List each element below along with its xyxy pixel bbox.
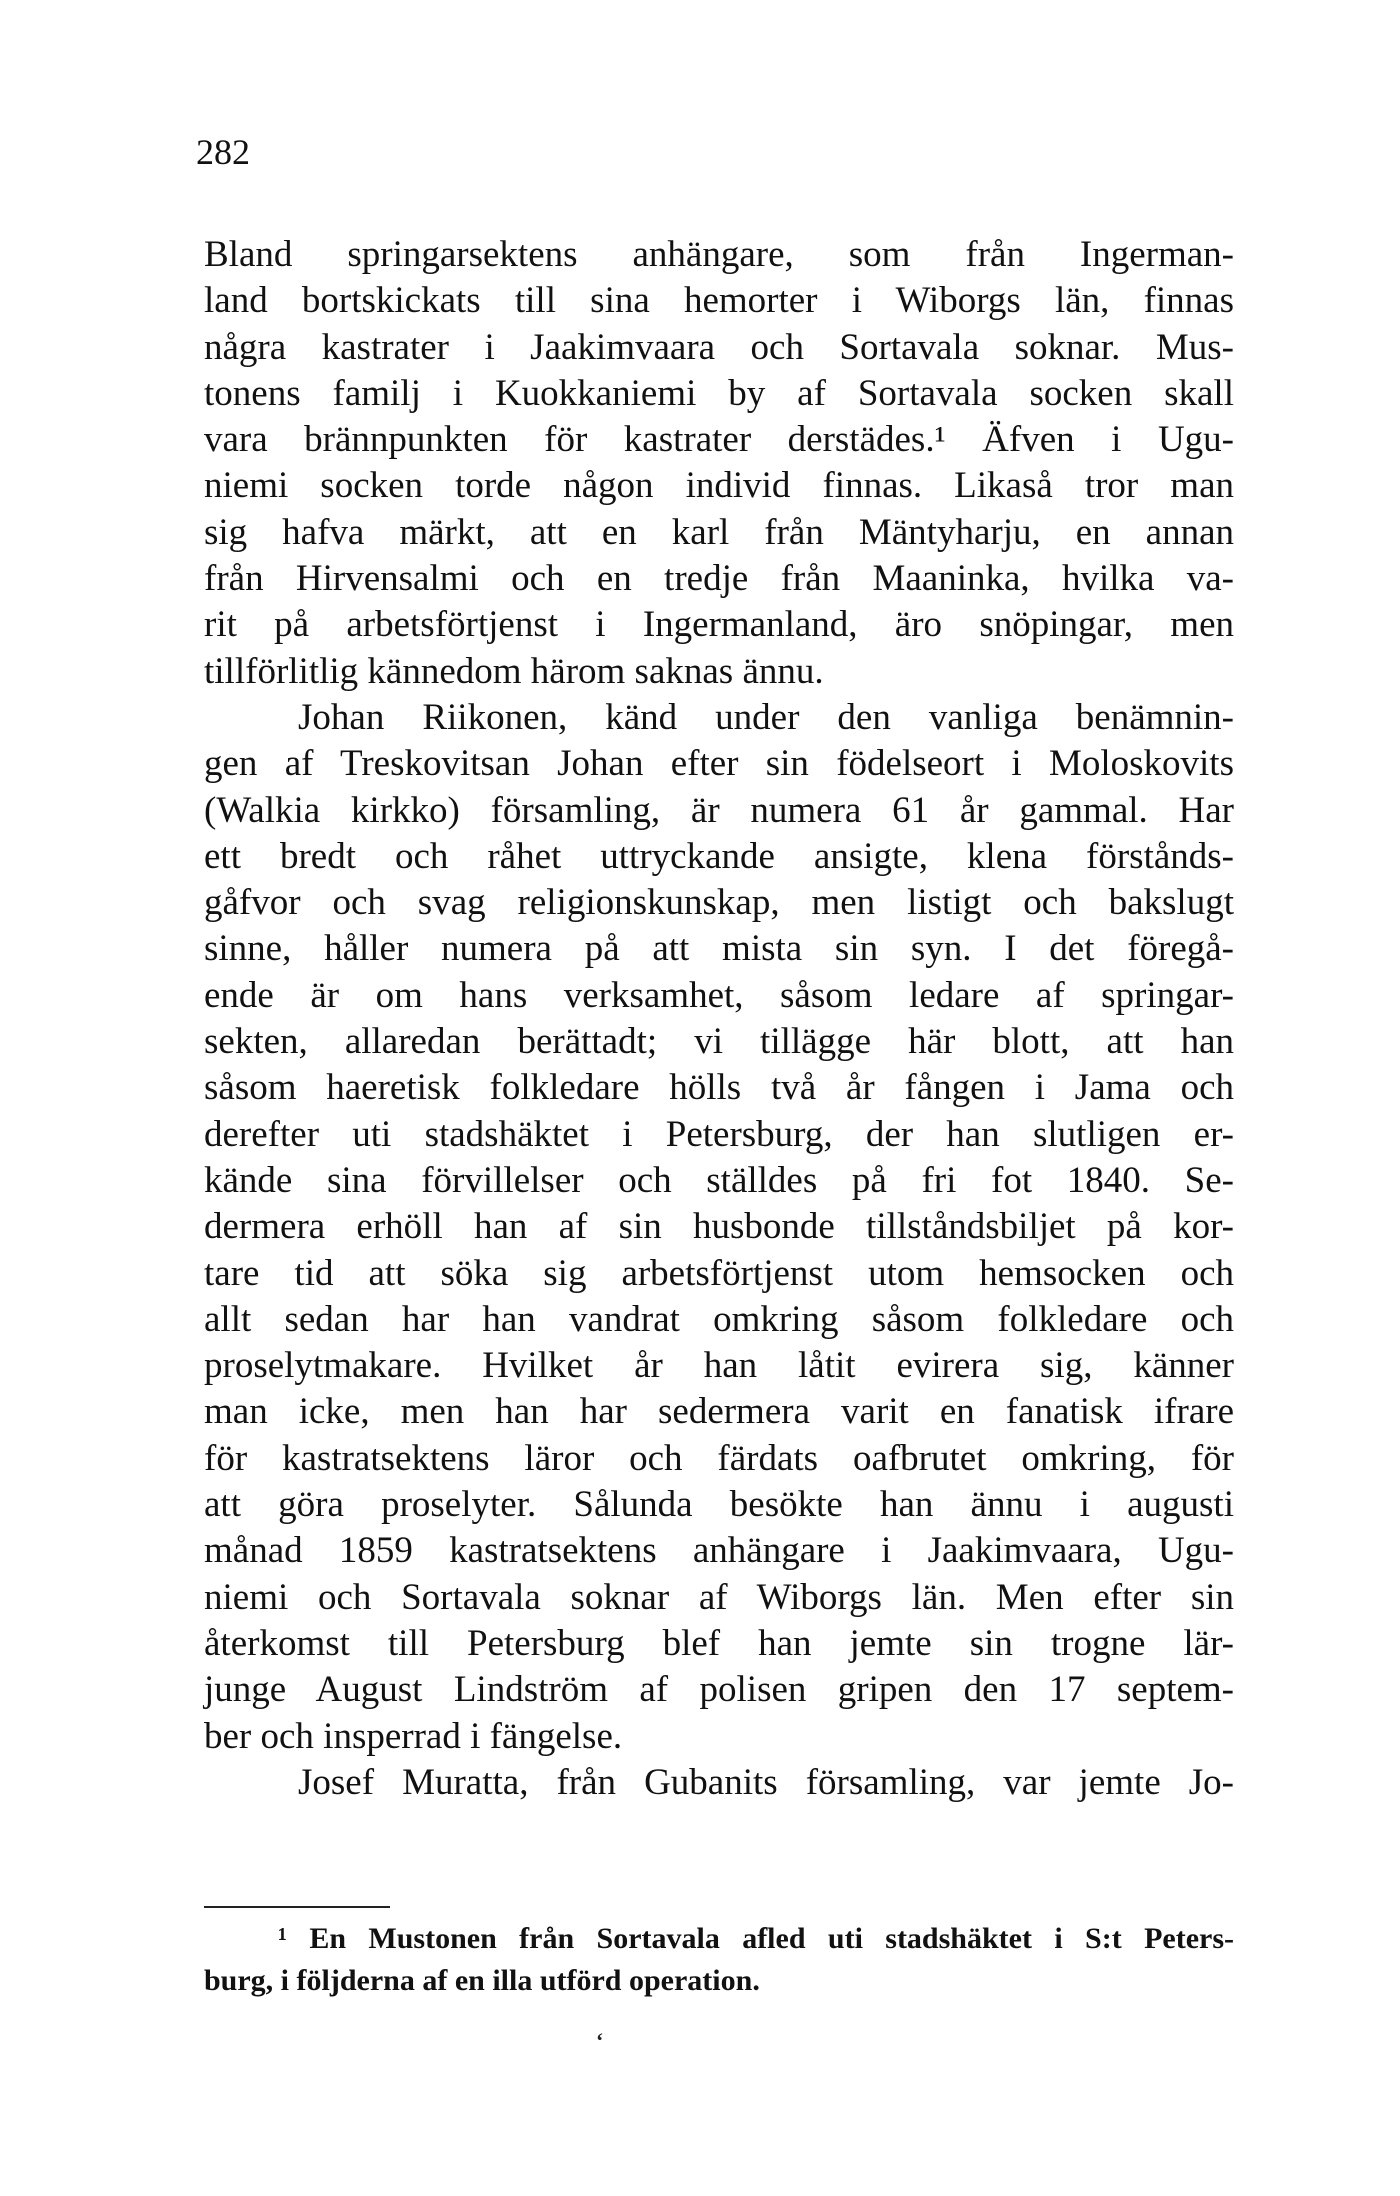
text-line: (Walkia kirkko) församling, är numera 61 år gammal. Har <box>204 789 1234 831</box>
text-line: ende är om hans verksamhet, såsom ledare af springar- <box>204 974 1234 1016</box>
text-line: sinne, håller numera på att mista sin syn. I det föregå- <box>204 928 1234 970</box>
text-line: rit på arbetsförtjenst i Ingermanland, äro snöpingar, men <box>204 604 1234 646</box>
text-line: niemi socken torde någon individ finnas. Likaså tror man <box>204 465 1234 507</box>
page-number: 282 <box>196 132 250 172</box>
text-line: niemi och Sortavala soknar af Wiborgs län. Men efter sin <box>204 1576 1234 1618</box>
text-line: tonens familj i Kuokkaniemi by af Sortavala socken skall <box>204 372 1234 414</box>
footnote-line: burg, i följderna af en illa utförd operation. <box>204 1964 760 1997</box>
text-line: för kastratsektens läror och färdats oafbrutet omkring, för <box>204 1437 1234 1479</box>
text-line: tillförlitlig kännedom härom saknas ännu. <box>204 650 824 692</box>
text-line: gåfvor och svag religionskunskap, men listigt och bakslugt <box>204 882 1234 924</box>
footnote-line: ¹ En Mustonen från Sortavala afled uti stadshäktet i S:t Peters- <box>278 1922 1234 1955</box>
stray-mark: ‘ <box>596 2028 604 2053</box>
text-line: dermera erhöll han af sin husbonde tillståndsbiljet på kor- <box>204 1206 1234 1248</box>
text-line: Josef Muratta, från Gubanits församling, var jemte Jo- <box>298 1761 1234 1803</box>
text-line: proselytmakare. Hvilket år han låtit evirera sig, känner <box>204 1345 1234 1387</box>
text-line: ett bredt och råhet uttryckande ansigte, klena förstånds- <box>204 835 1234 877</box>
text-line: Johan Riikonen, känd under den vanliga benämnin- <box>298 696 1234 738</box>
text-line: såsom haeretisk folkledare hölls två år fången i Jama och <box>204 1067 1234 1109</box>
text-line: att göra proselyter. Sålunda besökte han ännu i augusti <box>204 1484 1234 1526</box>
text-line: vara brännpunkten för kastrater derstädes.¹ Äfven i Ugu- <box>204 419 1234 461</box>
text-line: allt sedan har han vandrat omkring såsom folkledare och <box>204 1298 1234 1340</box>
text-line: från Hirvensalmi och en tredje från Maaninka, hvilka va- <box>204 558 1234 600</box>
text-line: kände sina förvillelser och ställdes på fri fot 1840. Se- <box>204 1159 1234 1201</box>
text-line: sig hafva märkt, att en karl från Mäntyharju, en annan <box>204 511 1234 553</box>
text-line: tare tid att söka sig arbetsförtjenst utom hemsocken och <box>204 1252 1234 1294</box>
text-line: återkomst till Petersburg blef han jemte sin trogne lär- <box>204 1622 1234 1664</box>
footnote-divider <box>204 1906 390 1908</box>
text-line: junge August Lindström af polisen gripen den 17 septem- <box>204 1669 1234 1711</box>
text-line: man icke, men han har sedermera varit en fanatisk ifrare <box>204 1391 1234 1433</box>
footnote <box>204 1918 1234 2002</box>
text-line: några kastrater i Jaakimvaara och Sortavala soknar. Mus- <box>204 326 1234 368</box>
text-line: ber och insperrad i fängelse. <box>204 1715 623 1757</box>
text-line: månad 1859 kastratsektens anhängare i Jaakimvaara, Ugu- <box>204 1530 1234 1572</box>
text-line: land bortskickats till sina hemorter i Wiborgs län, finnas <box>204 280 1234 322</box>
body-text <box>204 232 1234 1806</box>
text-line: derefter uti stadshäktet i Petersburg, der han slutligen er- <box>204 1113 1234 1155</box>
text-line: sekten, allaredan berättadt; vi tillägge här blott, att han <box>204 1021 1234 1063</box>
text-line: Bland springarsektens anhängare, som från Ingerman- <box>204 234 1234 275</box>
text-line: gen af Treskovitsan Johan efter sin födelseort i Moloskovits <box>204 743 1234 785</box>
